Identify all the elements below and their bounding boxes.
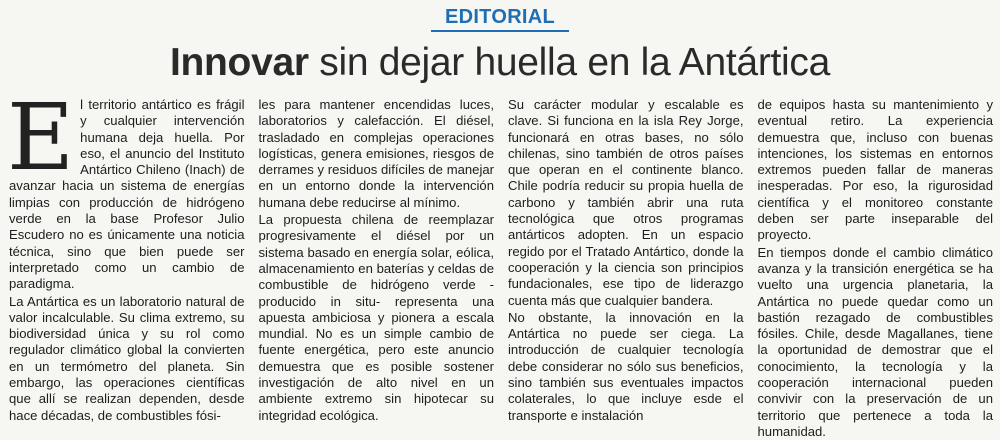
paragraph: En tiempos donde el cambio climático avanza y la transición energética se ha vuelto una urgencia planetaria, la Antártica no puede quedar como un bastión rezagado de combustibles fósiles. Chile, desde Magallanes, tiene la oportunidad de demostrar que el conocimiento, la tecnología y la cooperación internacional pueden convivir con la preservación de un territorio que pertenece a toda la humanidad.: [757, 244, 993, 439]
paragraph-text: l territorio antártico es frágil y cualquier intervención humana deja huella. Por eso, el anuncio del Instituto Antártico Chileno (Inach) de avanzar hacia un sistema de energías limpias con producción de hidrógeno verde en la base Profesor Julio Escudero no es únicamente una noticia técnica, sino que bien puede ser interpretado como un cambio de paradigma.: [9, 97, 245, 292]
headline-rest: sin dejar huella en la Antártica: [308, 41, 831, 84]
paragraph: [7, 84, 245, 293]
paragraph: Su carácter modular y escalable es clave. Si funciona en la isla Rey Jorge, funcionará en otras bases, no sólo chilenas, sino también de otros países que operan en el continente blanco. Chile podría reducir su propia huella de carbono y también abrir una ruta tecnológica que otros programas antárticos adopten. En un espacio regido por el Tratado Antártico, donde la cooperación y la ciencia son principios fundacionales, ese tipo de liderazgo cuenta más que cualquier bandera.: [508, 97, 744, 308]
headline-bold: Innovar: [169, 41, 309, 84]
paragraph: No obstante, la innovación en la Antártica no puede ser ciega. La introducción de cualquier tecnología debe considerar no sólo sus beneficios, sino también sus eventuales impactos colaterales, lo que incluye esde el transporte e instalación: [508, 309, 744, 423]
article-column-3: [508, 97, 744, 427]
section-label-text: EDITORIAL: [431, 6, 569, 32]
paragraph: de equipos hasta su mantenimiento y eventual retiro. La experiencia demuestra que, incluso con buenas intenciones, los sistemas en entornos extremos pueden fallar de maneras inesperadas. Por eso, la rigurosidad científica y el monitoreo constante deben ser parte inseparable del proyecto.: [757, 97, 993, 243]
drop-cap: E: [7, 84, 75, 191]
article-column-1: [7, 84, 245, 427]
paragraph: les para mantener encendidas luces, laboratorios y calefacción. El diésel, trasladado en complejas operaciones logísticas, genera emisiones, riesgos de derrames y residuos difíciles de manejar en un entorno donde la intervención humana debe reducirse al mínimo.: [258, 97, 494, 210]
article-column-2: [259, 97, 495, 427]
article-body: [7, 84, 993, 439]
paragraph: La propuesta chilena de reemplazar progresivamente el diésel por un sistema basado en energía solar, eólica, almacenamiento en baterías y celdas de combustible de hidrógeno verde -producido in situ- representa una apuesta ambiciosa y pionera a escala mundial. No es un simple cambio de fuente energética, pero este anuncio demuestra que es posible sostener investigación de alto nivel en un ambiente extremo sin hipotecar su integridad ecológica.: [258, 212, 494, 423]
paragraph: La Antártica es un laboratorio natural de valor incalculable. Su clima extremo, su biodiversidad única y su rol como regulador climático global la convierten en un termómetro del planeta. Sin embargo, las operaciones científicas que allí se realizan dependen, desde hace décadas, de combustibles fósi-: [9, 293, 245, 423]
article-column-4: [757, 97, 994, 439]
section-label: [0, 6, 1000, 32]
headline: [0, 40, 1000, 86]
